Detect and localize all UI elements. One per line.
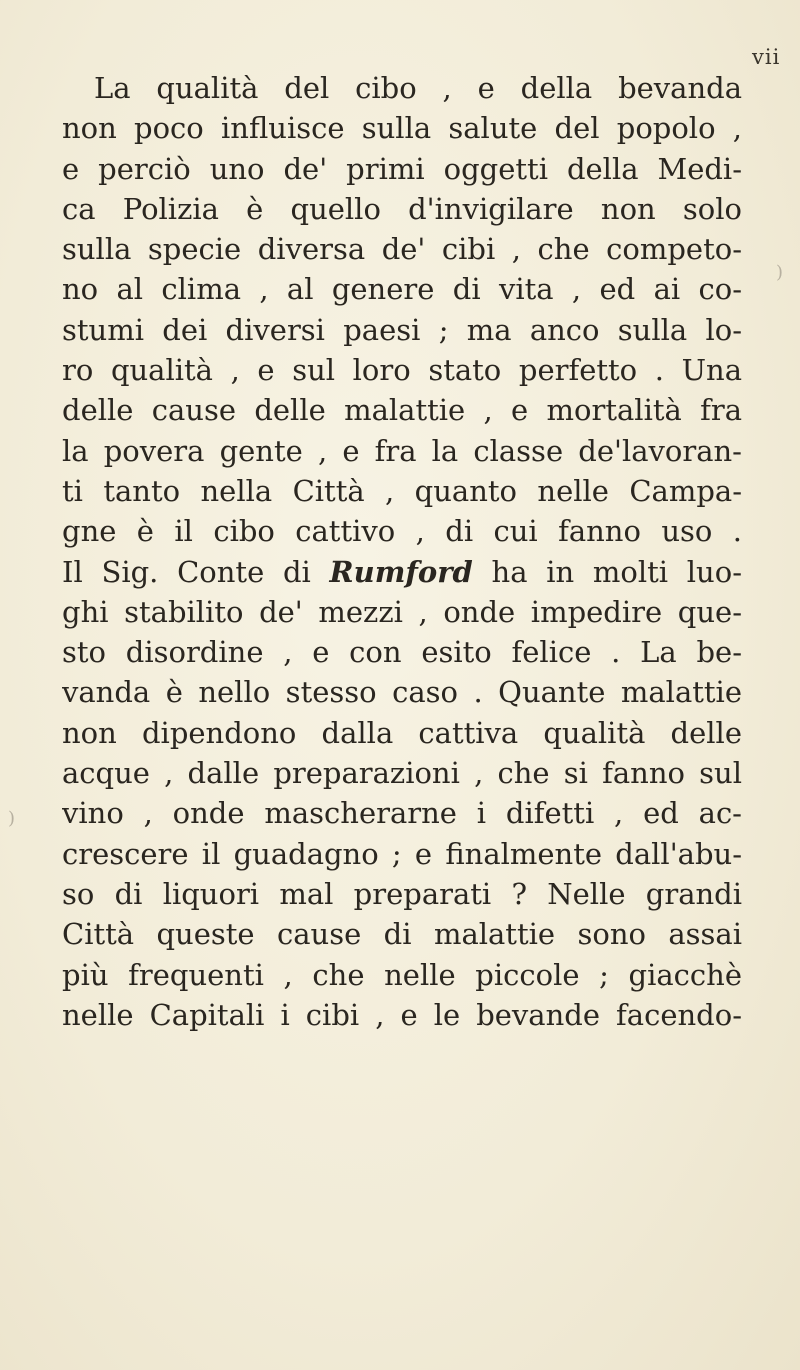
page-number: vii bbox=[752, 45, 781, 69]
text-line: so di liquori mal preparati ? Nelle grandi bbox=[62, 876, 742, 911]
text-line: delle cause delle malattie , e mortalità fra bbox=[62, 393, 742, 428]
person-name: Rumford bbox=[329, 554, 473, 589]
text-line: ghi stabilito de' mezzi , onde impedire que- bbox=[62, 594, 742, 629]
text-line: La qualità del cibo , e della bevanda bbox=[94, 71, 742, 105]
text-line: Città queste cause di malattie sono assai bbox=[62, 917, 742, 952]
text-line: e perciò uno de' primi oggetti della Medi- bbox=[62, 151, 742, 186]
text-line: stumi dei diversi paesi ; ma anco sulla lo- bbox=[62, 312, 742, 347]
text-line-with-name bbox=[62, 552, 742, 592]
text-line: vanda è nello stesso caso . Quante malattie bbox=[62, 675, 742, 710]
text-segment: Il Sig. Conte di bbox=[62, 554, 330, 589]
margin-mark: ) bbox=[776, 262, 784, 283]
text-line: ca Polizia è quello d'invigilare non solo bbox=[62, 191, 742, 226]
text-line: no al clima , al genere di vita , ed ai co- bbox=[62, 272, 742, 307]
text-line: non poco influisce sulla salute del popolo , bbox=[62, 111, 742, 146]
text-line: gne è il cibo cattivo , di cui fanno uso . bbox=[62, 514, 742, 549]
text-line: la povera gente , e fra la classe de'lavoran- bbox=[62, 433, 742, 468]
text-segment: ha in molti luo- bbox=[472, 554, 742, 589]
text-line: crescere il guadagno ; e finalmente dall'abu- bbox=[62, 836, 742, 871]
text-line: non dipendono dalla cattiva qualità delle bbox=[62, 715, 742, 750]
text-line: acque , dalle preparazioni , che si fanno sul bbox=[62, 756, 742, 791]
text-line: sulla specie diversa de' cibi , che competo- bbox=[62, 232, 742, 267]
text-line: nelle Capitali i cibi , e le bevande facendo- bbox=[62, 997, 742, 1032]
text-line: ti tanto nella Città , quanto nelle Campa- bbox=[62, 473, 742, 508]
body-text bbox=[62, 68, 742, 1035]
text-line: vino , onde mascherarne i difetti , ed ac- bbox=[62, 796, 742, 831]
text-line: ro qualità , e sul loro stato perfetto . Una bbox=[62, 353, 742, 388]
text-line: più frequenti , che nelle piccole ; giacchè bbox=[62, 957, 742, 992]
margin-mark: ) bbox=[8, 808, 16, 829]
text-line: sto disordine , e con esito felice . La be- bbox=[62, 635, 742, 670]
